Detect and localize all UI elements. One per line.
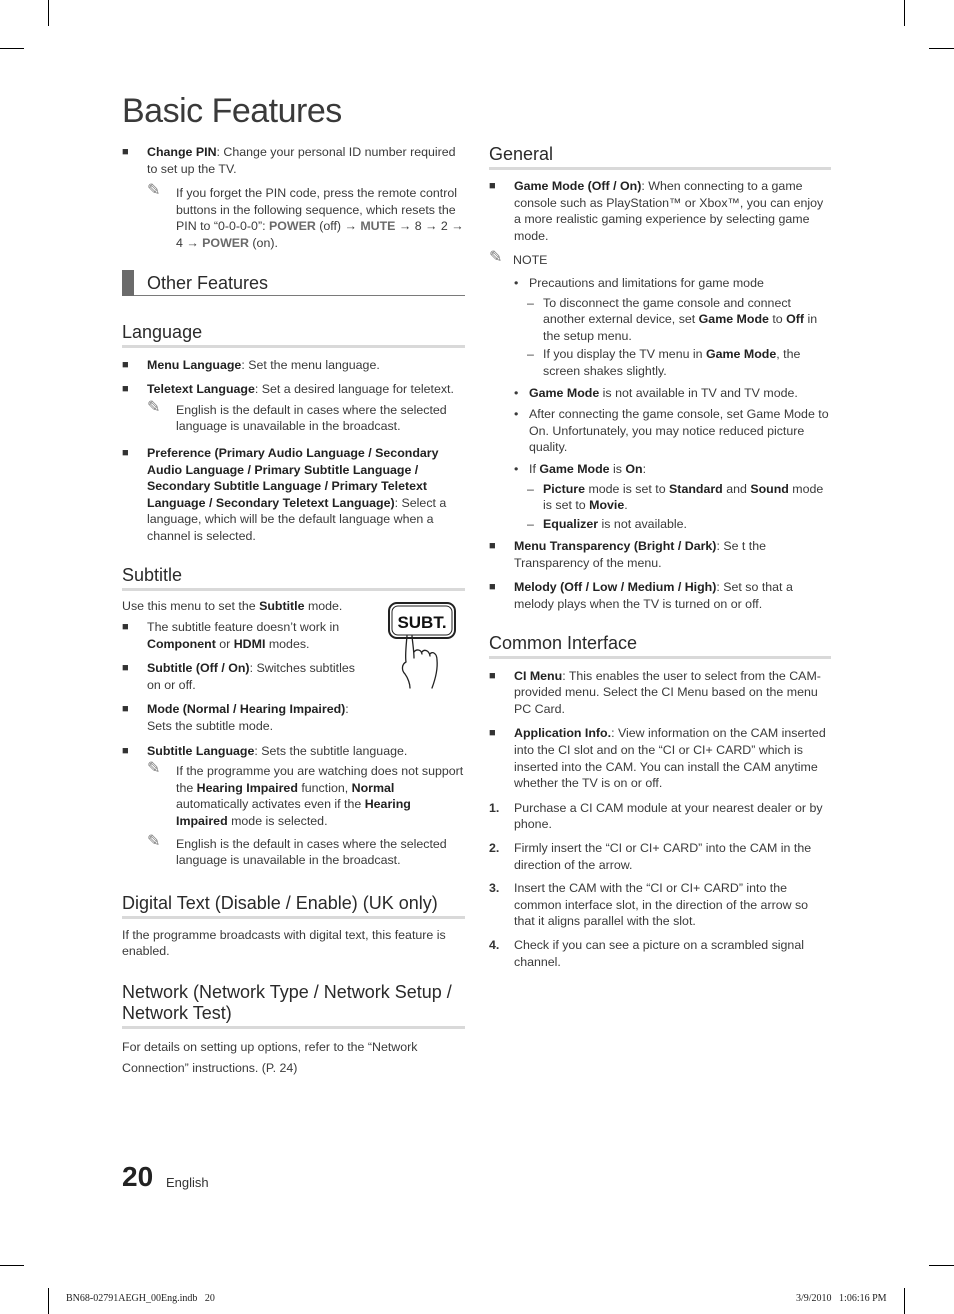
crop-mark [0, 48, 24, 49]
crop-mark [904, 1288, 905, 1314]
square-bullet-icon: ■ [489, 669, 496, 682]
pencil-note-icon: ✎ [147, 832, 161, 850]
digital-text-heading: Digital Text (Disable / Enable) (UK only) [122, 893, 465, 919]
ci-menu-item: ■ CI Menu: This enables the user to select from the CAM-provided menu. Select the CI Menu based on the menu PC Card. [489, 668, 821, 716]
ci-step: 2. Firmly insert the “CI or CI+ CARD” into the CAM in the direction of the arrow. [489, 841, 812, 872]
note-dash: – To disconnect the game console and connect another external device, set Game Mode to Off in the setup menu. [527, 295, 818, 343]
right-column [489, 144, 831, 977]
language-heading: Language [122, 322, 465, 348]
change-pin-item: ■ Change PIN: Change your personal ID number required to set up the TV. [122, 145, 456, 176]
menu-language-item: ■ Menu Language: Set the menu language. [122, 357, 380, 372]
general-heading: General [489, 144, 831, 170]
pencil-note-icon: ✎ [489, 249, 503, 267]
heading-bar [122, 270, 134, 296]
menu-transparency-item: ■ Menu Transparency (Bright / Dark): Se t the Transparency of the menu. [489, 539, 767, 570]
subt-button-label: SUBT. [397, 613, 447, 632]
subtitle-feature-item: ■ The subtitle feature doesn’t work in Component or HDMI modes. [122, 620, 340, 651]
note-bullet: • Game Mode is not available in TV and TV mode. [514, 385, 798, 400]
square-bullet-icon: ■ [122, 744, 129, 757]
square-bullet-icon: ■ [489, 727, 496, 740]
print-slug-date: 3/9/2010 1:06:16 PM [796, 1293, 887, 1304]
common-interface-heading: Common Interface [489, 633, 831, 659]
ci-step: 1. Purchase a CI CAM module at your nearest dealer or by phone. [489, 800, 823, 832]
square-bullet-icon: ■ [489, 581, 496, 594]
note-dash: – If you display the TV menu in Game Mode, the screen shakes slightly. [527, 347, 801, 378]
square-bullet-icon: ■ [122, 146, 129, 158]
note-bullet: • Precautions and limitations for game mode [514, 275, 764, 290]
crop-mark [0, 1265, 24, 1266]
note-dash: – Equalizer is not available. [527, 516, 687, 531]
square-bullet-icon: ■ [122, 358, 129, 371]
ci-step: 3. Insert the CAM with the “CI or CI+ CARD” into the common interface slot, in the direction of the arrow so that it aligns parallel with the slot. [489, 881, 809, 929]
pencil-note-icon: ✎ [147, 182, 161, 200]
network-heading: Network (Network Type / Network Setup / Network Test) [122, 982, 465, 1029]
subtitle-note-1: ✎ If the programme you are watching does not support the Hearing Impaired function, Normal automatically activates even if the Hearing Impaired mode is selected. [147, 760, 464, 829]
preference-item: ■ Preference (Primary Audio Language / Secondary Audio Language / Primary Subtitle Language / Secondary Subtitle Language / Primary Teletext Language / Secondary Teletext Language): Select a language, which will be the default language when a channel is selected. [122, 445, 447, 543]
subtitle-heading: Subtitle [122, 565, 465, 591]
teletext-language-item: ■ Teletext Language: Set a desired language for teletext. [122, 382, 454, 397]
note-dash: – Picture mode is set to Standard and Sound mode is set to Movie. [527, 481, 824, 513]
note-bullet: • If Game Mode is On: [514, 461, 647, 476]
print-slug-file: BN68-02791AEGH_00Eng.indb 20 [66, 1293, 215, 1304]
pencil-note-icon: ✎ [147, 760, 161, 778]
pin-note: ✎ If you forget the PIN code, press the remote control buttons in the following sequence, which resets the PIN to “0-0-0-0”: POWER (off) → MUTE → 8 → 2 → 4 → POWER (on). [147, 182, 464, 250]
square-bullet-icon: ■ [489, 180, 496, 192]
ci-step: 4. Check if you can see a picture on a scrambled signal channel. [489, 937, 804, 969]
square-bullet-icon: ■ [122, 446, 129, 459]
square-bullet-icon: ■ [122, 621, 129, 634]
melody-item: ■ Melody (Off / Low / Medium / High): Set so that a melody plays when the TV is turned on or off. [489, 580, 793, 612]
page-number: 20 [122, 1161, 154, 1192]
crop-mark [929, 48, 954, 49]
subtitle-onoff-item: ■ Subtitle (Off / On): Switches subtitles on or off. [122, 661, 355, 692]
subtitle-language-item: ■ Subtitle Language: Sets the subtitle language. [122, 743, 408, 758]
other-features-heading: Other Features [122, 270, 465, 296]
page-title: Basic Features [122, 92, 342, 130]
square-bullet-icon: ■ [122, 703, 129, 716]
application-info-item: ■ Application Info.: View information on the CAM inserted into the CI slot and on the “CI or CI+ CARD” which is inserted into the CAM. You can install the CAM anytime whether the TV is on or off. [489, 726, 826, 791]
crop-mark [48, 0, 49, 26]
crop-mark [48, 1288, 49, 1314]
subtitle-mode-item: ■ Mode (Normal / Hearing Impaired): Sets the subtitle mode. [122, 702, 349, 734]
square-bullet-icon: ■ [122, 662, 129, 675]
crop-mark [929, 1265, 954, 1266]
game-mode-item: ■ Game Mode (Off / On): When connecting to a game console such as PlayStation™ or Xbox™, you can enjoy a more realistic gaming experience by selecting game mode. [489, 179, 824, 243]
square-bullet-icon: ■ [122, 383, 129, 396]
pencil-note-icon: ✎ [147, 398, 161, 416]
subt-button-hand-icon [385, 600, 460, 690]
network-desc-2: Connection” instructions. (P. 24) [122, 1061, 298, 1075]
crop-mark [904, 0, 905, 26]
note-bullet: • After connecting the game console, set Game Mode to On. Unfortunately, you may notice reduced picture quality. [514, 407, 829, 455]
square-bullet-icon: ■ [489, 540, 496, 553]
network-desc-1: For details on setting up options, refer to the “Network [122, 1040, 418, 1054]
game-note: ✎ NOTE [489, 249, 548, 268]
footer-language: English [166, 1175, 209, 1190]
digital-text-desc: If the programme broadcasts with digital text, this feature is enabled. [122, 927, 446, 959]
subtitle-intro: Use this menu to set the Subtitle mode. [122, 598, 343, 613]
subtitle-note-2: ✎ English is the default in cases where the selected language is unavailable in the broadcast. [147, 832, 447, 868]
teletext-note: ✎ English is the default in cases where the selected language is unavailable in the broadcast. [147, 398, 447, 434]
